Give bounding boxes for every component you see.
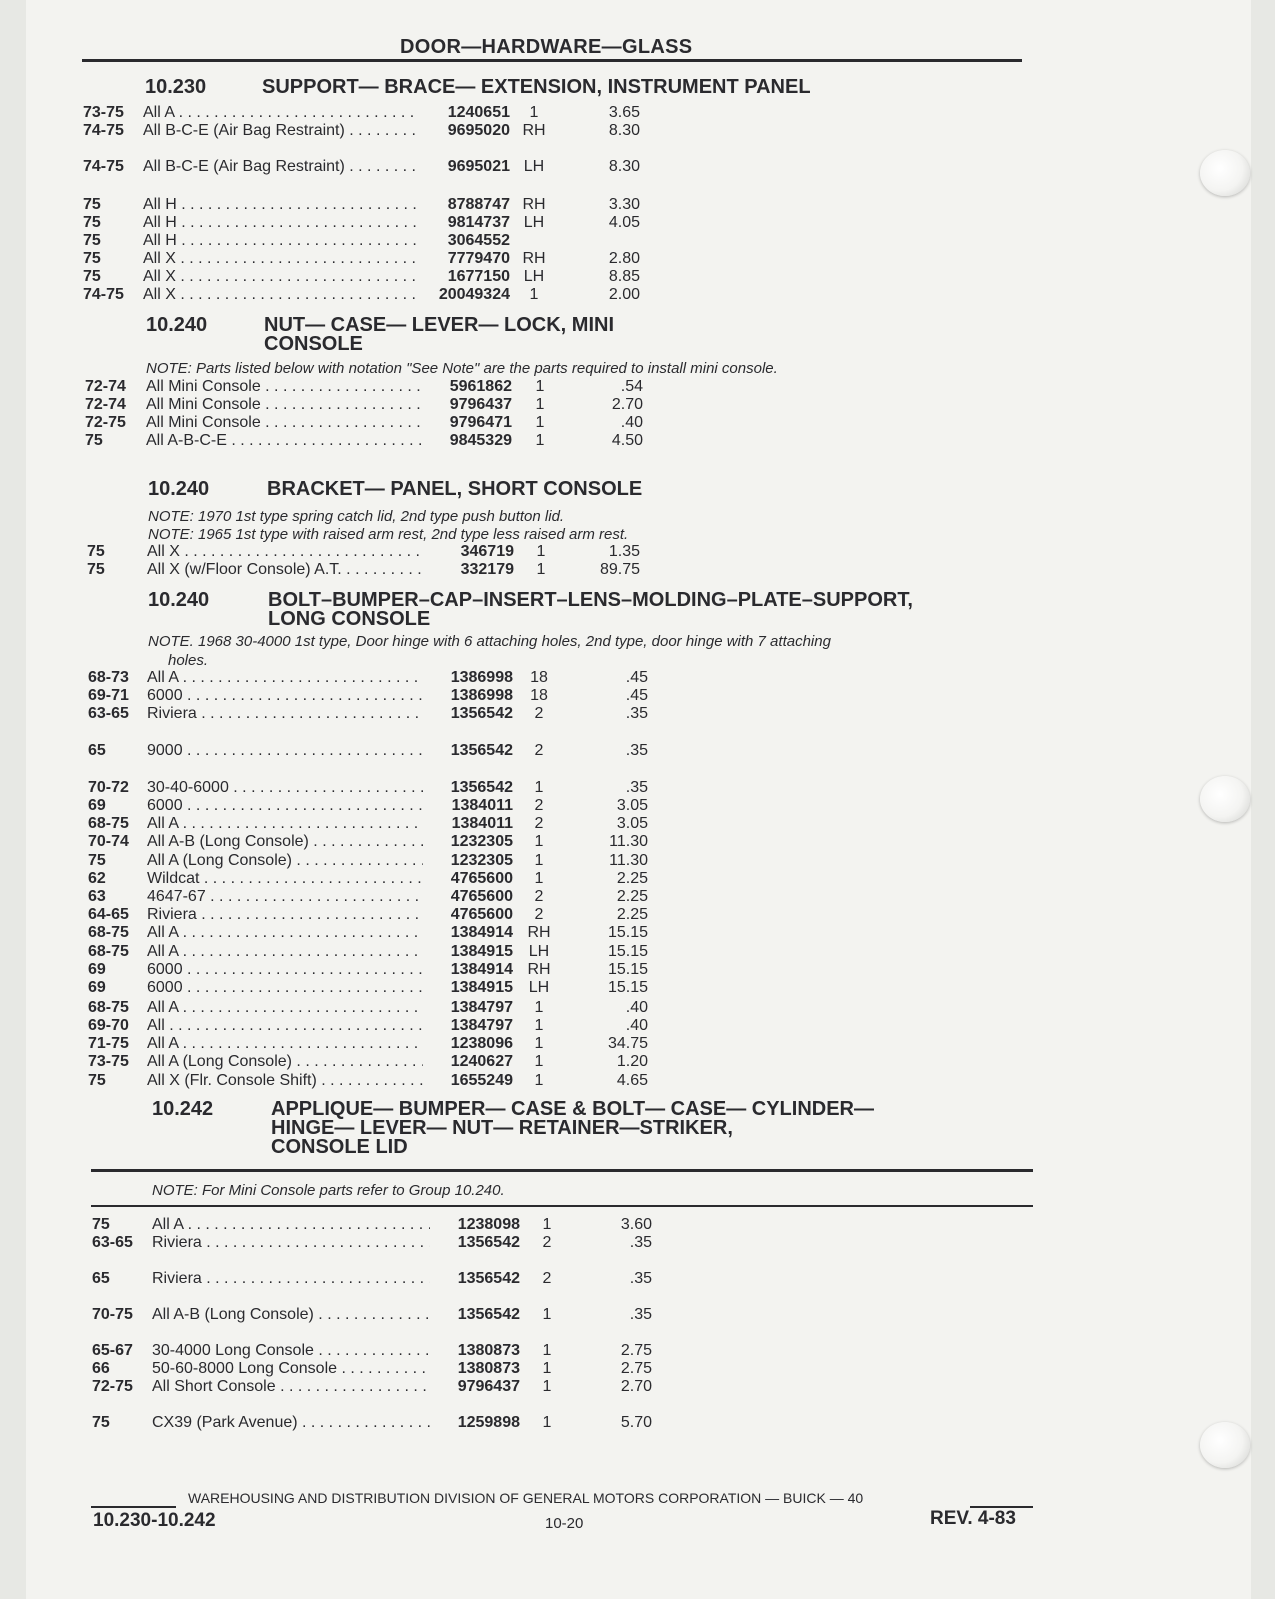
model: All Mini Console . . . <box>146 396 422 414</box>
section-title-line: BOLT–BUMPER–CAP–INSERT–LENS–MOLDING–PLATE–SUPPORT, <box>268 589 913 611</box>
model: All Mini Console . . . <box>146 378 422 396</box>
model: 30-40-6000 . . . <box>147 779 423 797</box>
quantity: 1 <box>534 999 544 1016</box>
year-range: 74-75 <box>83 122 124 139</box>
model: All A-B (Long Console) . . . <box>147 833 423 851</box>
part-number: 20049324 <box>438 286 510 303</box>
quantity: 1 <box>542 1378 552 1395</box>
part-number: 1232305 <box>450 833 513 850</box>
price: 2.25 <box>616 888 648 905</box>
price: 3.05 <box>616 797 648 814</box>
year-range: 73-75 <box>88 1053 129 1070</box>
part-number: 1384915 <box>450 943 513 960</box>
section-number: 10.230 <box>145 76 207 98</box>
quantity: 18 <box>530 687 548 704</box>
model: 6000 . . . <box>147 687 423 705</box>
part-number: 1384914 <box>450 924 513 941</box>
part-number: 4765600 <box>450 870 513 887</box>
model: All A (Long Console) . . . <box>147 852 423 870</box>
section-title <box>268 591 1028 629</box>
year-range: 63-65 <box>88 705 129 722</box>
year-range: 72-75 <box>85 414 126 431</box>
part-number: 1380873 <box>457 1342 520 1359</box>
part-number: 1384011 <box>451 815 513 832</box>
price: 2.70 <box>611 396 643 413</box>
model: Riviera . . . <box>152 1234 430 1252</box>
quantity: 2 <box>534 888 544 905</box>
price: .35 <box>625 742 648 759</box>
quantity: 2 <box>534 705 544 722</box>
model: 4647-67 . . . <box>147 888 423 906</box>
price: 5.70 <box>620 1414 652 1431</box>
model: All X . . . <box>147 543 424 561</box>
part-number: 1238096 <box>450 1035 513 1052</box>
quantity: 1 <box>542 1414 552 1431</box>
model: 6000 . . . <box>147 961 423 979</box>
year-range: 66 <box>92 1360 110 1377</box>
section-title-line: NUT— CASE— LEVER— LOCK, MINI <box>264 314 615 336</box>
model: All A . . . <box>147 943 423 961</box>
model: All A . . . <box>147 924 423 942</box>
part-number: 1384915 <box>450 979 513 996</box>
part-number: 1380873 <box>457 1360 520 1377</box>
year-range: 63-65 <box>92 1234 133 1251</box>
quantity: 1 <box>535 396 545 413</box>
section-title-line: BRACKET— PANEL, SHORT CONSOLE <box>267 478 643 500</box>
binder-hole <box>1200 776 1250 822</box>
page-title: DOOR—HARDWARE—GLASS <box>400 36 693 58</box>
model: All X (w/Floor Console) A.T. . . . <box>147 561 424 579</box>
quantity: LH <box>528 943 550 960</box>
year-range: 75 <box>87 561 105 578</box>
price: 4.50 <box>611 432 643 449</box>
year-range: 69 <box>88 797 106 814</box>
part-number: 1240627 <box>450 1053 513 1070</box>
quantity: 1 <box>529 286 539 303</box>
year-range: 75 <box>83 250 101 267</box>
price: 15.15 <box>607 979 648 996</box>
section-title-line: SUPPORT— BRACE— EXTENSION, INSTRUMENT PANEL <box>262 76 811 98</box>
model: All B-C-E (Air Bag Restraint) . . . <box>143 122 420 140</box>
year-range: 75 <box>85 432 103 449</box>
model: Riviera . . . <box>147 906 423 924</box>
part-number: 1655249 <box>450 1072 513 1089</box>
section-note: NOTE: Parts listed below with notation "See Note" are the parts required to install mini console. <box>146 360 778 377</box>
quantity: 1 <box>542 1306 552 1323</box>
part-number: 1232305 <box>450 852 513 869</box>
model: All A . . . <box>143 104 420 122</box>
model: All A . . . <box>147 815 423 833</box>
quantity: 1 <box>534 833 544 850</box>
section-note: NOTE: For Mini Console parts refer to Group 10.240. <box>152 1182 505 1199</box>
part-number: 1386998 <box>450 669 513 686</box>
footer-group-range: 10.230-10.242 <box>93 1510 216 1531</box>
year-range: 68-75 <box>88 943 129 960</box>
part-number: 9814737 <box>447 214 510 231</box>
model: All . . . <box>147 1017 423 1035</box>
price: .54 <box>620 378 643 395</box>
year-range: 75 <box>92 1216 110 1233</box>
model: All H . . . <box>143 232 420 250</box>
section-title-line: LONG CONSOLE <box>268 608 431 630</box>
model: All X . . . <box>143 286 420 304</box>
model: All A . . . <box>152 1216 430 1234</box>
section-title-line: APPLIQUE— BUMPER— CASE & BOLT— CASE— CYLINDER— <box>271 1098 874 1120</box>
price: .35 <box>629 1270 652 1287</box>
quantity: RH <box>522 122 546 139</box>
year-range: 65 <box>88 742 106 759</box>
model: Riviera . . . <box>152 1270 430 1288</box>
model: 30-4000 Long Console . . . <box>152 1342 430 1360</box>
part-number: 332179 <box>460 561 514 578</box>
quantity: 1 <box>534 1035 544 1052</box>
quantity: 1 <box>542 1216 552 1233</box>
price: 4.05 <box>608 214 640 231</box>
quantity: 1 <box>534 852 544 869</box>
quantity: 1 <box>542 1360 552 1377</box>
section-note: NOTE. 1968 30-4000 1st type, Door hinge with 6 attaching holes, 2nd type, door hinge with 7 attaching <box>148 633 831 650</box>
price: 2.00 <box>608 286 640 303</box>
price: 89.75 <box>599 561 640 578</box>
price: 11.30 <box>609 833 648 850</box>
year-range: 69-70 <box>88 1017 129 1034</box>
year-range: 75 <box>83 214 101 231</box>
price: 15.15 <box>607 943 648 960</box>
part-number: 1356542 <box>457 1306 520 1323</box>
price: .35 <box>629 1306 652 1323</box>
quantity: 1 <box>534 779 544 796</box>
section-number: 10.242 <box>152 1098 214 1120</box>
section-title-line: CONSOLE LID <box>271 1136 408 1158</box>
quantity: 1 <box>534 1053 544 1070</box>
year-range: 75 <box>83 196 101 213</box>
model: CX39 (Park Avenue) . . . <box>152 1414 430 1432</box>
price: 3.05 <box>616 815 648 832</box>
price: 4.65 <box>616 1072 648 1089</box>
year-range: 71-75 <box>88 1035 129 1052</box>
quantity: 1 <box>542 1342 552 1359</box>
quantity: 1 <box>529 104 539 121</box>
year-range: 68-75 <box>88 815 129 832</box>
year-range: 75 <box>83 232 101 249</box>
section-title <box>271 1100 1031 1157</box>
part-number: 1356542 <box>450 742 513 759</box>
quantity: 1 <box>536 561 546 578</box>
model: All Mini Console . . . <box>146 414 422 432</box>
model: All H . . . <box>143 196 420 214</box>
title-rule <box>82 59 1022 62</box>
price: .35 <box>629 1234 652 1251</box>
part-number: 3064552 <box>447 232 510 249</box>
quantity: RH <box>522 250 546 267</box>
model: All X . . . <box>143 250 420 268</box>
price: .40 <box>620 414 643 431</box>
quantity: 1 <box>534 1072 544 1089</box>
footer-page-number: 10-20 <box>545 1515 584 1532</box>
year-range: 64-65 <box>88 906 129 923</box>
price: 2.75 <box>620 1342 652 1359</box>
model: All A . . . <box>147 1035 423 1053</box>
part-number: 1384914 <box>450 961 513 978</box>
price: 8.30 <box>608 158 640 175</box>
model: 6000 . . . <box>147 979 423 997</box>
quantity: 18 <box>530 669 548 686</box>
year-range: 74-75 <box>83 158 124 175</box>
part-number: 1384797 <box>450 999 513 1016</box>
price: .35 <box>625 779 648 796</box>
quantity: 1 <box>535 432 545 449</box>
price: 1.35 <box>608 543 640 560</box>
part-number: 9796437 <box>449 396 512 413</box>
footer-revision: REV. 4-83 <box>930 1508 1016 1529</box>
year-range: 75 <box>83 268 101 285</box>
section-title <box>264 316 1024 354</box>
part-number: 5961862 <box>449 378 512 395</box>
quantity: RH <box>527 961 551 978</box>
year-range: 75 <box>92 1414 110 1431</box>
price: 2.75 <box>620 1360 652 1377</box>
part-number: 1356542 <box>457 1234 520 1251</box>
price: 8.30 <box>608 122 640 139</box>
binder-hole <box>1200 150 1250 196</box>
section-number: 10.240 <box>148 589 210 611</box>
quantity: 2 <box>534 797 544 814</box>
price: 3.30 <box>608 196 640 213</box>
price: 15.15 <box>607 961 648 978</box>
section-rule <box>91 1205 1033 1207</box>
quantity: LH <box>523 158 545 175</box>
year-range: 65-67 <box>92 1342 133 1359</box>
model: All X . . . <box>143 268 420 286</box>
footer-rule <box>91 1506 176 1508</box>
section-title <box>267 480 1027 499</box>
quantity: 1 <box>534 1017 544 1034</box>
year-range: 72-75 <box>92 1378 133 1395</box>
part-number: 4765600 <box>450 888 513 905</box>
model: All X (Flr. Console Shift) . . . <box>147 1072 423 1090</box>
price: 3.65 <box>608 104 640 121</box>
model: 9000 . . . <box>147 742 423 760</box>
price: 15.15 <box>607 924 648 941</box>
price: .40 <box>625 1017 648 1034</box>
part-number: 9796437 <box>457 1378 520 1395</box>
part-number: 1259898 <box>457 1414 520 1431</box>
part-number: 4765600 <box>450 906 513 923</box>
part-number: 1356542 <box>450 705 513 722</box>
part-number: 1384011 <box>451 797 513 814</box>
year-range: 74-75 <box>83 286 124 303</box>
part-number: 1238098 <box>457 1216 520 1233</box>
year-range: 65 <box>92 1270 110 1287</box>
year-range: 62 <box>88 870 106 887</box>
price: 11.30 <box>609 852 648 869</box>
price: .40 <box>625 999 648 1016</box>
part-number: 1386998 <box>450 687 513 704</box>
section-note: holes. <box>168 652 209 669</box>
part-number: 1356542 <box>450 779 513 796</box>
year-range: 75 <box>88 852 106 869</box>
year-range: 68-75 <box>88 924 129 941</box>
model: All A (Long Console) . . . <box>147 1053 423 1071</box>
year-range: 70-74 <box>88 833 129 850</box>
model: All A . . . <box>147 669 423 687</box>
model: 50-60-8000 Long Console . . . <box>152 1360 430 1378</box>
section-note: NOTE: 1965 1st type with raised arm rest, 2nd type less raised arm rest. <box>148 526 629 543</box>
price: .45 <box>625 687 648 704</box>
year-range: 72-74 <box>85 378 126 395</box>
footer-org: WAREHOUSING AND DISTRIBUTION DIVISION OF GENERAL MOTORS CORPORATION — BUICK — 40 <box>188 1490 864 1506</box>
quantity: 1 <box>535 378 545 395</box>
part-number: 7779470 <box>447 250 510 267</box>
price: .45 <box>625 669 648 686</box>
price: 2.25 <box>616 906 648 923</box>
year-range: 69 <box>88 979 106 996</box>
section-title-line: CONSOLE <box>264 333 363 355</box>
year-range: 75 <box>88 1072 106 1089</box>
quantity: 1 <box>534 870 544 887</box>
part-number: 1356542 <box>457 1270 520 1287</box>
quantity: RH <box>522 196 546 213</box>
price: 2.80 <box>608 250 640 267</box>
quantity: 2 <box>534 742 544 759</box>
quantity: LH <box>523 214 545 231</box>
part-number: 9695021 <box>447 158 510 175</box>
part-number: 9845329 <box>449 432 512 449</box>
quantity: 2 <box>542 1234 552 1251</box>
model: 6000 . . . <box>147 797 423 815</box>
year-range: 70-75 <box>92 1306 133 1323</box>
year-range: 70-72 <box>88 779 129 796</box>
year-range: 63 <box>88 888 106 905</box>
quantity: 1 <box>535 414 545 431</box>
price: .35 <box>625 705 648 722</box>
year-range: 73-75 <box>83 104 124 121</box>
part-number: 1240651 <box>447 104 510 121</box>
price: 8.85 <box>608 268 640 285</box>
model: All A-B-C-E . . . <box>146 432 422 450</box>
quantity: LH <box>528 979 550 996</box>
section-number: 10.240 <box>146 314 208 336</box>
quantity: 2 <box>534 906 544 923</box>
section-rule <box>91 1169 1033 1172</box>
price: 2.25 <box>616 870 648 887</box>
part-number: 346719 <box>460 543 514 560</box>
year-range: 68-73 <box>88 669 129 686</box>
binder-hole <box>1200 1422 1250 1468</box>
price: 2.70 <box>620 1378 652 1395</box>
year-range: 69 <box>88 961 106 978</box>
year-range: 72-74 <box>85 396 126 413</box>
model: All B-C-E (Air Bag Restraint) . . . <box>143 158 420 176</box>
model: All H . . . <box>143 214 420 232</box>
part-number: 8788747 <box>447 196 510 213</box>
part-number: 1677150 <box>447 268 510 285</box>
quantity: 2 <box>534 815 544 832</box>
year-range: 68-75 <box>88 999 129 1016</box>
model: Riviera . . . <box>147 705 423 723</box>
part-number: 9695020 <box>447 122 510 139</box>
section-number: 10.240 <box>148 478 210 500</box>
section-title-line: HINGE— LEVER— NUT— RETAINER—STRIKER, <box>271 1117 733 1139</box>
section-note: NOTE: 1970 1st type spring catch lid, 2nd type push button lid. <box>148 508 565 525</box>
model: All A . . . <box>147 999 423 1017</box>
quantity: LH <box>523 268 545 285</box>
model: All Short Console . . . <box>152 1378 430 1396</box>
model: Wildcat . . . <box>147 870 423 888</box>
quantity: 1 <box>536 543 546 560</box>
section-title <box>262 78 1022 97</box>
year-range: 69-71 <box>88 687 129 704</box>
price: 1.20 <box>616 1053 648 1070</box>
model: All A-B (Long Console) . . . <box>152 1306 430 1324</box>
year-range: 75 <box>87 543 105 560</box>
price: 3.60 <box>620 1216 652 1233</box>
price: 34.75 <box>607 1035 648 1052</box>
quantity: 2 <box>542 1270 552 1287</box>
part-number: 9796471 <box>449 414 512 431</box>
quantity: RH <box>527 924 551 941</box>
part-number: 1384797 <box>450 1017 513 1034</box>
